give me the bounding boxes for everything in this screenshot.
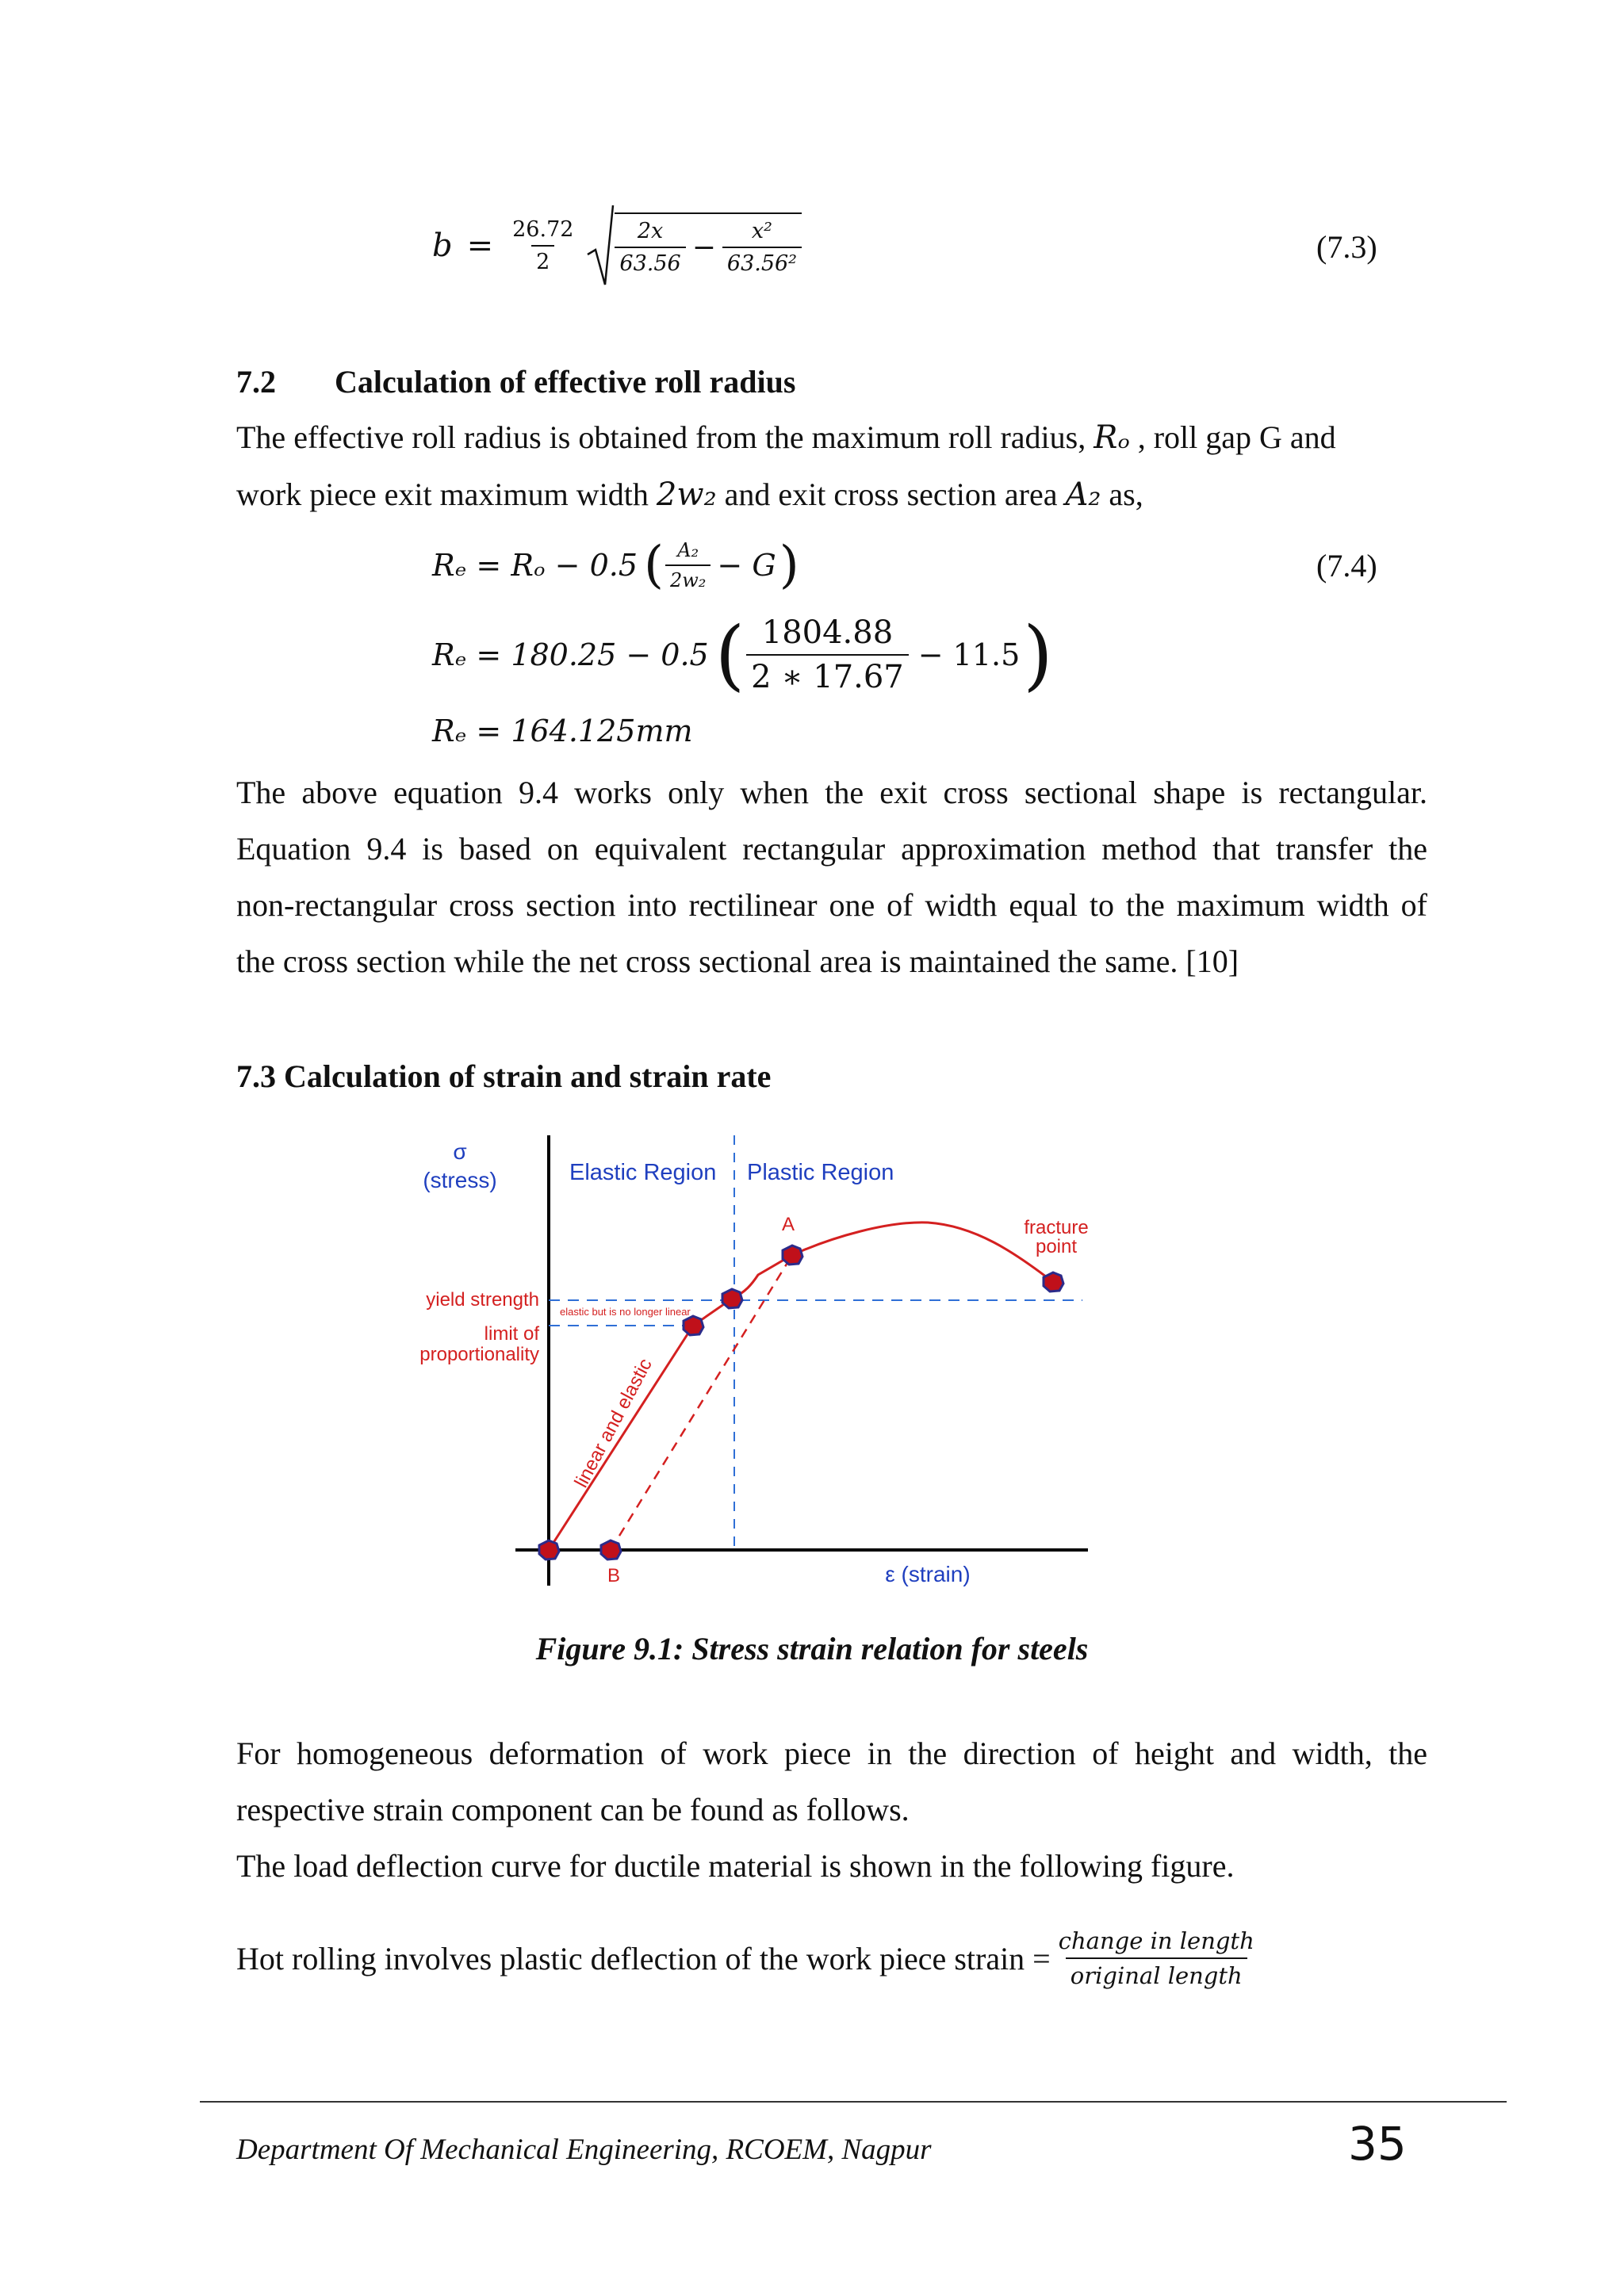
paragraph-line: The above equation 9.4 works only when the exit cross sectional shape is rectangular.: [236, 775, 1427, 810]
equation-7-4: [432, 530, 799, 601]
eq74-lhs: Rₑ = Rₒ − 0.5: [432, 548, 638, 583]
eq73-lhs: b: [432, 228, 453, 264]
paragraph-line: The load deflection curve for ductile material is shown in the following figure.: [236, 1848, 1235, 1884]
yield-strength-label: yield strength: [426, 1289, 539, 1311]
eq74-line2-rest: − 11.5: [917, 637, 1021, 672]
eq74-line2-numerator: 1804.88: [761, 614, 894, 651]
eq74-line2-fraction: [746, 614, 909, 695]
proportionality-label: proportionality: [419, 1344, 539, 1365]
strain-definition-text: Hot rolling involves plastic deflection of the work piece strain =: [236, 1940, 1051, 1976]
limit-of-label: limit of: [484, 1323, 539, 1345]
eq73-term2: [722, 219, 802, 276]
symbol-a2: A₂: [1065, 476, 1101, 513]
eq74-rest: − G: [717, 548, 776, 583]
yield-point: [722, 1289, 742, 1308]
equation-7-4-substituted: [432, 606, 1053, 704]
eq73-coef-denominator: 2: [531, 245, 554, 274]
eq73-coef-numerator: 26.72: [512, 217, 574, 242]
text-run: and exit cross section area: [716, 476, 1066, 512]
eq74-line2-denominator: 2 ∗ 17.67: [746, 654, 909, 695]
page-number: 35: [1348, 2117, 1407, 2171]
elastic-region-label: Elastic Region: [569, 1160, 717, 1185]
eq73-equals: =: [466, 228, 494, 264]
point-a-marker: [783, 1246, 802, 1265]
paragraph-line: the cross section while the net cross sectional area is maintained the same. [10]: [236, 943, 1239, 979]
point-a-label: A: [781, 1214, 795, 1235]
eq73-coefficient: [508, 217, 578, 274]
symbol-2w2: 2w₂: [656, 476, 717, 513]
text-run: , roll gap G and: [1129, 419, 1336, 455]
eq73-term1-denominator: 63.56: [615, 247, 685, 276]
strain-fraction: [1054, 1927, 1259, 1989]
eq74-numerator: A₂: [677, 539, 699, 561]
eq73-term2-numerator: x²: [751, 219, 772, 243]
eq74-denominator: 2w₂: [665, 564, 710, 591]
section-7-2-paragraph: [236, 409, 1394, 523]
eq73-term1: [615, 219, 685, 276]
fracture-label: fracture: [1024, 1217, 1089, 1238]
paren-close: ): [779, 536, 799, 595]
linear-elastic-label: linear and elastic: [570, 1355, 657, 1491]
footer-rule: [200, 2101, 1507, 2103]
paren-open: (: [644, 536, 664, 595]
point-b-label: B: [607, 1565, 621, 1586]
text-run: The effective roll radius is obtained from the maximum roll radius,: [236, 419, 1094, 455]
strain-numerator: change in length: [1058, 1927, 1254, 1954]
deformation-paragraph: [236, 1725, 1427, 1894]
elastic-note-label: elastic but is no longer linear: [560, 1306, 691, 1318]
sqrt-radicand: [615, 212, 802, 276]
eq73-term1-numerator: 2x: [637, 219, 664, 243]
figure-caption: Figure 9.1: Stress strain relation for steels: [535, 1631, 1089, 1667]
symbol-ro: Rₒ: [1094, 419, 1130, 456]
explanation-paragraph: [236, 764, 1427, 989]
point-label: point: [1035, 1236, 1078, 1257]
origin-point: [539, 1540, 559, 1559]
eq74-number: (7.4): [1316, 548, 1377, 584]
stress-strain-figure: [404, 1126, 1118, 1601]
paren-close: ): [1023, 610, 1053, 699]
section-7-2-title: Calculation of effective roll radius: [335, 364, 796, 400]
section-7-2-number: 7.2: [236, 364, 276, 400]
eq74-line2-lhs: Rₑ = 180.25 − 0.5: [432, 637, 709, 672]
paragraph-line: non-rectangular cross section into rectilinear one of width equal to the maximum width of: [236, 887, 1427, 923]
paragraph-line: [236, 409, 1394, 466]
footer-department: Department Of Mechanical Engineering, RCOEM, Nagpur: [236, 2133, 932, 2166]
paragraph-line: [236, 466, 1394, 523]
equation-7-3: [432, 198, 802, 293]
paren-open: (: [714, 610, 745, 699]
plastic-region-label: Plastic Region: [747, 1160, 894, 1185]
eq73-number: (7.3): [1316, 229, 1377, 265]
strain-denominator: original length: [1066, 1957, 1247, 1989]
strain-axis-label: ε (strain): [885, 1562, 971, 1586]
eq73-term2-denominator: 63.56²: [722, 247, 802, 276]
eq74-result: Rₑ = 164.125mm: [432, 714, 693, 748]
paragraph-line: respective strain component can be found as follows.: [236, 1792, 910, 1827]
sigma-label: σ: [453, 1139, 467, 1164]
paragraph-line: For homogeneous deformation of work piece in the direction of height and width, the: [236, 1735, 1427, 1771]
paragraph-line: Equation 9.4 is based on equivalent rectangular approximation method that transfer the: [236, 831, 1427, 867]
sqrt-sign-icon: [586, 202, 615, 289]
eq74-fraction: [665, 539, 710, 591]
section-7-3-title: 7.3 Calculation of strain and strain rate: [236, 1058, 772, 1094]
eq73-minus: −: [691, 231, 716, 264]
fracture-point-marker: [1044, 1272, 1063, 1292]
stress-axis-label: (stress): [423, 1168, 497, 1192]
text-run: as,: [1101, 476, 1143, 512]
text-run: work piece exit maximum width: [236, 476, 657, 512]
unloading-line: [611, 1255, 792, 1550]
strain-definition: [236, 1919, 1259, 1998]
proportionality-point: [684, 1316, 703, 1335]
point-b-marker: [601, 1540, 621, 1559]
